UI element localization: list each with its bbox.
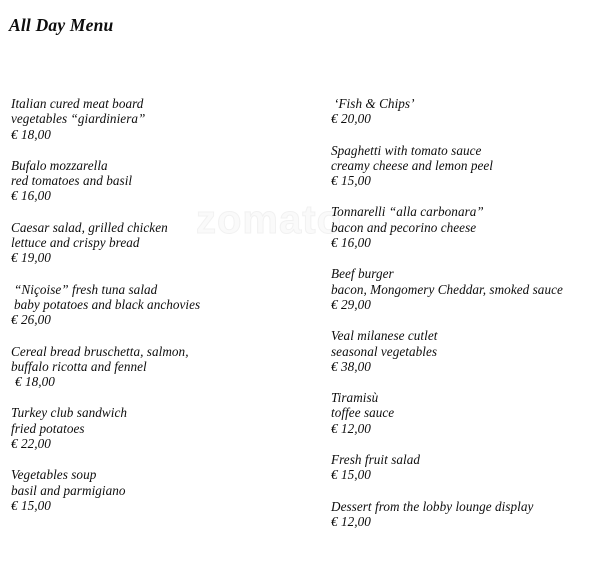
menu-item <box>11 344 311 390</box>
menu-item <box>11 405 311 451</box>
menu-item <box>11 96 311 142</box>
menu-item-name: “Niçoise” fresh tuna salad <box>14 281 158 297</box>
menu-item <box>331 96 596 127</box>
menu-item-name: Beef burger <box>331 266 394 282</box>
menu-item-name: Tonnarelli “alla carbonara” <box>331 204 484 220</box>
menu-item-name: Veal milanese cutlet <box>331 328 438 344</box>
menu-item <box>331 328 596 374</box>
menu-item-price: € 26,00 <box>11 312 51 328</box>
menu-item-name: Vegetables soup <box>11 467 97 483</box>
menu-item-price: € 12,00 <box>331 420 371 436</box>
menu-item-price: € 16,00 <box>331 235 371 251</box>
menu-item-price: € 12,00 <box>331 513 371 529</box>
menu-item-name: Spaghetti with tomato sauce <box>331 142 482 158</box>
menu-column-right <box>331 96 596 529</box>
menu-item <box>11 220 311 266</box>
menu-item-description: buffalo ricotta and fennel <box>11 358 147 374</box>
menu-item-name: ‘Fish & Chips’ <box>334 96 415 111</box>
menu-item-price: € 18,00 <box>11 126 51 142</box>
menu-item-price: € 22,00 <box>11 436 51 452</box>
menu-item <box>11 282 311 328</box>
menu-item-price: € 15,00 <box>331 173 371 189</box>
menu-item <box>331 452 596 483</box>
menu-item-description: seasonal vegetables <box>331 343 438 359</box>
menu-item-price: € 38,00 <box>331 358 371 374</box>
menu-item <box>331 266 596 312</box>
menu-item-price: € 20,00 <box>331 111 371 127</box>
menu-item-description: creamy cheese and lemon peel <box>331 157 494 173</box>
menu-item-name: Cereal bread bruschetta, salmon, <box>11 343 189 359</box>
page-title: All Day Menu <box>9 14 114 35</box>
menu-item-name: Italian cured meat board <box>11 96 144 111</box>
menu-item-name: Bufalo mozzarella <box>11 157 108 173</box>
menu-item-name: Caesar salad, grilled chicken <box>11 219 168 235</box>
menu-item-name: Turkey club sandwich <box>11 405 128 421</box>
menu-item-description: basil and parmigiano <box>11 482 126 498</box>
menu-item-name: Dessert from the lobby lounge display <box>331 498 534 514</box>
menu-item-price: € 16,00 <box>11 188 51 204</box>
menu-item <box>331 143 596 189</box>
menu-item-price: € 15,00 <box>331 467 371 483</box>
menu-item <box>331 204 596 250</box>
menu-item-description: bacon and pecorino cheese <box>331 219 477 235</box>
menu-item-description: bacon, Mongomery Cheddar, smoked sauce <box>331 281 563 297</box>
zomato-watermark: zomato <box>196 198 342 242</box>
menu-item-description: fried potatoes <box>11 420 85 436</box>
menu-item <box>11 467 311 513</box>
menu-item-name: Tiramisù <box>331 390 379 406</box>
menu-item-price: € 19,00 <box>11 250 51 266</box>
menu-item-price: € 15,00 <box>11 497 51 513</box>
menu-item-price: € 18,00 <box>15 374 55 390</box>
menu-item-description: lettuce and crispy bread <box>11 235 140 251</box>
menu-item-description: baby potatoes and black anchovies <box>14 296 201 312</box>
menu-item-name: Fresh fruit salad <box>331 452 421 468</box>
menu-item-price: € 29,00 <box>331 296 371 312</box>
menu-item <box>331 499 596 530</box>
menu-item-description: toffee sauce <box>331 405 395 421</box>
menu-item <box>331 390 596 436</box>
menu-item-description: vegetables “giardiniera” <box>11 111 146 127</box>
menu-item <box>11 158 311 204</box>
menu-item-description: red tomatoes and basil <box>11 173 133 189</box>
menu-column-left <box>11 96 311 513</box>
